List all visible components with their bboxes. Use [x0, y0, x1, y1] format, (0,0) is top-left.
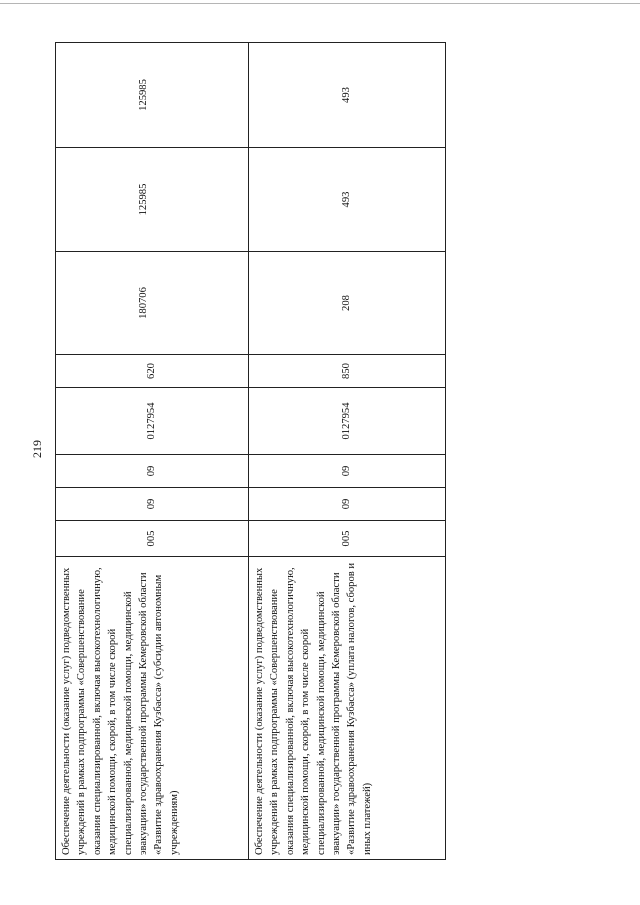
page-number: 219 — [30, 440, 44, 458]
target-article-code: 0127954 — [56, 388, 249, 455]
row-description: Обеспечение деятельности (оказание услуг) подведомственных учреждений в рамках подпрограммы «Совершенствование оказания специализированной, включая высокотехнологичную, медицинской помощи, скорой, в том числе скорой специализированной, медицинской помощи, медицинской эвакуации» государственной программы Кемеровской области «Развитие здравоохранения Кузбасса» (уплата налогов, сборов и иных платежей) — [249, 557, 446, 860]
subsection-code: 09 — [56, 455, 249, 488]
subsection-code: 09 — [249, 455, 446, 488]
section-code: 09 — [56, 488, 249, 521]
amount-year-2: 125985 — [56, 148, 249, 252]
amount-year-2: 493 — [249, 148, 446, 252]
amount-year-3: 493 — [249, 43, 446, 148]
row-description: Обеспечение деятельности (оказание услуг) подведомственных учреждений в рамках подпрограммы «Совершенствование оказания специализированной, включая высокотехнологичную, медицинской помощи, скорой, в том числе скорой специализированной, медицинской помощи, медицинской эвакуации» государственной программы Кемеровской области «Развитие здравоохранения Кузбасса» (субсидии автономным учреждениям) — [56, 557, 249, 860]
amount-year-1: 208 — [249, 252, 446, 355]
expense-type-code: 620 — [56, 355, 249, 388]
budget-table-container — [55, 43, 445, 860]
expense-type-code: 850 — [249, 355, 446, 388]
section-code: 09 — [249, 488, 446, 521]
budget-table — [55, 42, 446, 860]
target-article-code: 0127954 — [249, 388, 446, 455]
table-row — [249, 43, 446, 860]
scan-edge-line — [0, 3, 640, 4]
ministry-code: 005 — [249, 521, 446, 557]
rotated-page-content — [55, 43, 445, 860]
ministry-code: 005 — [56, 521, 249, 557]
table-row — [56, 43, 249, 860]
amount-year-3: 125985 — [56, 43, 249, 148]
amount-year-1: 180706 — [56, 252, 249, 355]
